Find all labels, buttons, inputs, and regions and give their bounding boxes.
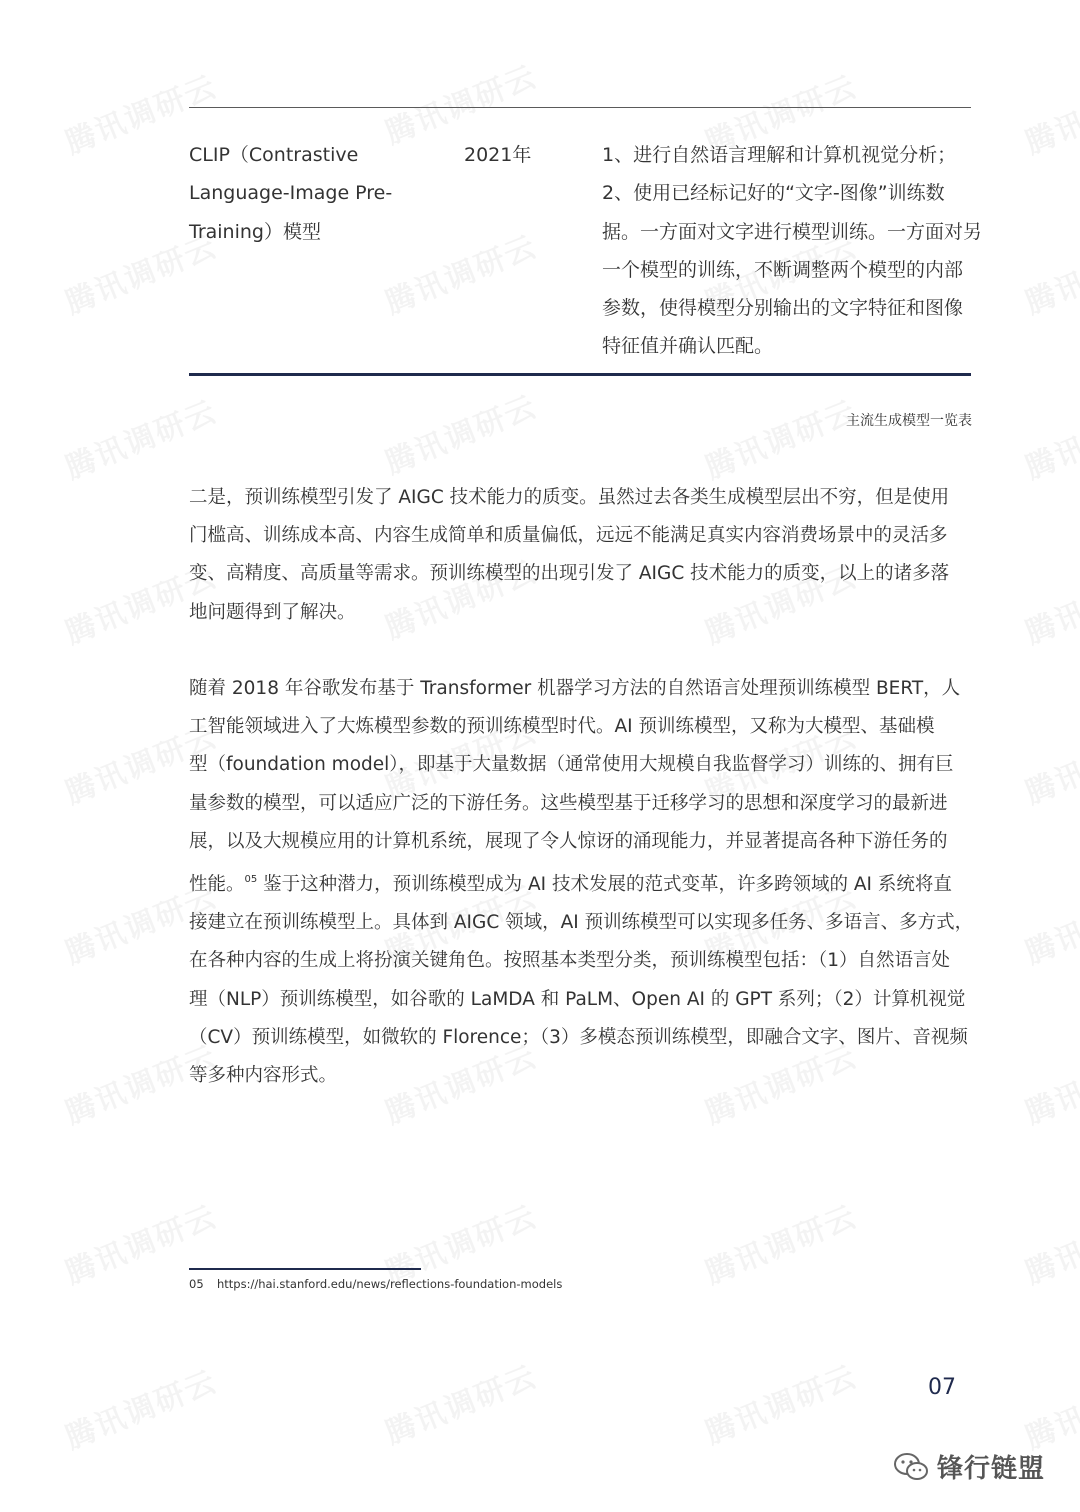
brand-name: 锋行链盟 [937,1454,1046,1484]
paragraph-line: 展，以及大规模应用的计算机系统，展现了令人惊讶的涌现能力，并显著提高各种下游任务的 [189,830,948,852]
paragraph-1 [189,479,979,632]
table-top-rule [189,107,971,108]
model-name-line: Language-Image Pre- [189,182,393,205]
watermark [58,387,223,488]
table-cell-year: 2021年 [464,144,532,166]
wechat-icon [893,1452,929,1482]
page-number: 07 [928,1375,956,1400]
watermark [1018,872,1080,973]
paragraph-line: （CV）预训练模型，如微软的 Florence；（3）多模态预训练模型，即融合文字、图片、音视频 [189,1026,968,1048]
watermark [378,1352,543,1453]
watermark [1018,1357,1080,1458]
line-text: 性能。 [189,874,245,896]
model-name-line: Training）模型 [189,220,321,243]
line-text: 鉴于这种潜力，预训练模型成为 AI 技术发展的范式变革，许多跨领域的 AI 系统将直 [257,874,952,896]
description-line: 2、使用已经标记好的“文字-图像”训练数 [602,182,945,205]
watermark [1018,222,1080,323]
description-line: 一个模型的训练，不断调整两个模型的内部 [602,258,964,281]
watermark [698,1352,863,1453]
paragraph-line: 随着 2018 年谷歌发布基于 Transformer 机器学习方法的自然语言处理预训练模型 BERT，人 [189,678,961,699]
watermark [58,1357,223,1458]
paragraph-line: 在各种内容的生成上将扮演关键角色。按照基本类型分类，预训练模型包括：（1）自然语言处 [189,950,951,972]
paragraph-line-with-footnote [189,861,979,904]
paragraph-line: 二是，预训练模型引发了 AIGC 技术能力的质变。虽然过去各类生成模型层出不穷，但是使用 [189,487,950,508]
description-line: 特征值并确认匹配。 [602,335,774,358]
watermark [1018,387,1080,488]
watermark [378,382,543,483]
paragraph-line: 地问题得到了解决。 [189,601,356,623]
table-cell-description [602,136,983,366]
paragraph-line: 型（foundation model），即基于大量数据（通常使用大规模自我监督学习）训练的、拥有巨 [189,754,954,776]
watermark [1018,1032,1080,1133]
paragraph-line: 理（NLP）预训练模型，如谷歌的 LaMDA 和 PaLM、Open AI 的 GPT 系列；（2）计算机视觉 [189,988,966,1010]
description-line: 1、进行自然语言理解和计算机视觉分析； [602,144,957,166]
footnote-number: 05 [189,1277,204,1291]
paragraph-2 [189,670,979,1095]
paragraph-line: 量参数的模型，可以适应广泛的下游任务。这些模型基于迁移学习的思想和深度学习的最新进 [189,792,948,814]
table-caption: 主流生成模型一览表 [846,413,972,429]
paragraph-line: 接建立在预训练模型上。具体到 AIGC 领域，AI 预训练模型可以实现多任务、多语言、多方式， [189,912,974,934]
watermark [1018,62,1080,163]
paragraph-line: 门槛高、训练成本高、内容生成简单和质量偏低，远远不能满足真实内容消费场景中的灵活多 [189,525,948,547]
footnote-reference[interactable]: 05 [244,874,258,886]
watermark [698,1192,863,1293]
footnote-rule [189,1268,421,1270]
watermark [1018,552,1080,653]
table-bottom-rule [189,373,971,376]
description-line: 参数，使得模型分别输出的文字特征和图像 [602,297,964,320]
paragraph-line: 工智能领域进入了大炼模型参数的预训练模型时代。AI 预训练模型，又称为大模型、基础模 [189,716,935,738]
model-name-line: CLIP（Contrastive [189,144,359,166]
description-line: 据。一方面对文字进行模型训练。一方面对另 [602,220,983,243]
watermark [698,387,863,488]
watermark [1018,1192,1080,1293]
paragraph-line: 变、高精度、高质量等需求。预训练模型的出现引发了 AIGC 技术能力的质变，以上的诸多落 [189,563,950,585]
footnote [189,1277,562,1291]
footnote-link[interactable]: https://hai.stanford.edu/news/reflections-foundation-models [217,1277,563,1291]
paragraph-line: 等多种内容形式。 [189,1065,338,1087]
table-cell-model-name [189,136,419,251]
brand-watermark [893,1448,1045,1485]
watermark [1018,712,1080,813]
